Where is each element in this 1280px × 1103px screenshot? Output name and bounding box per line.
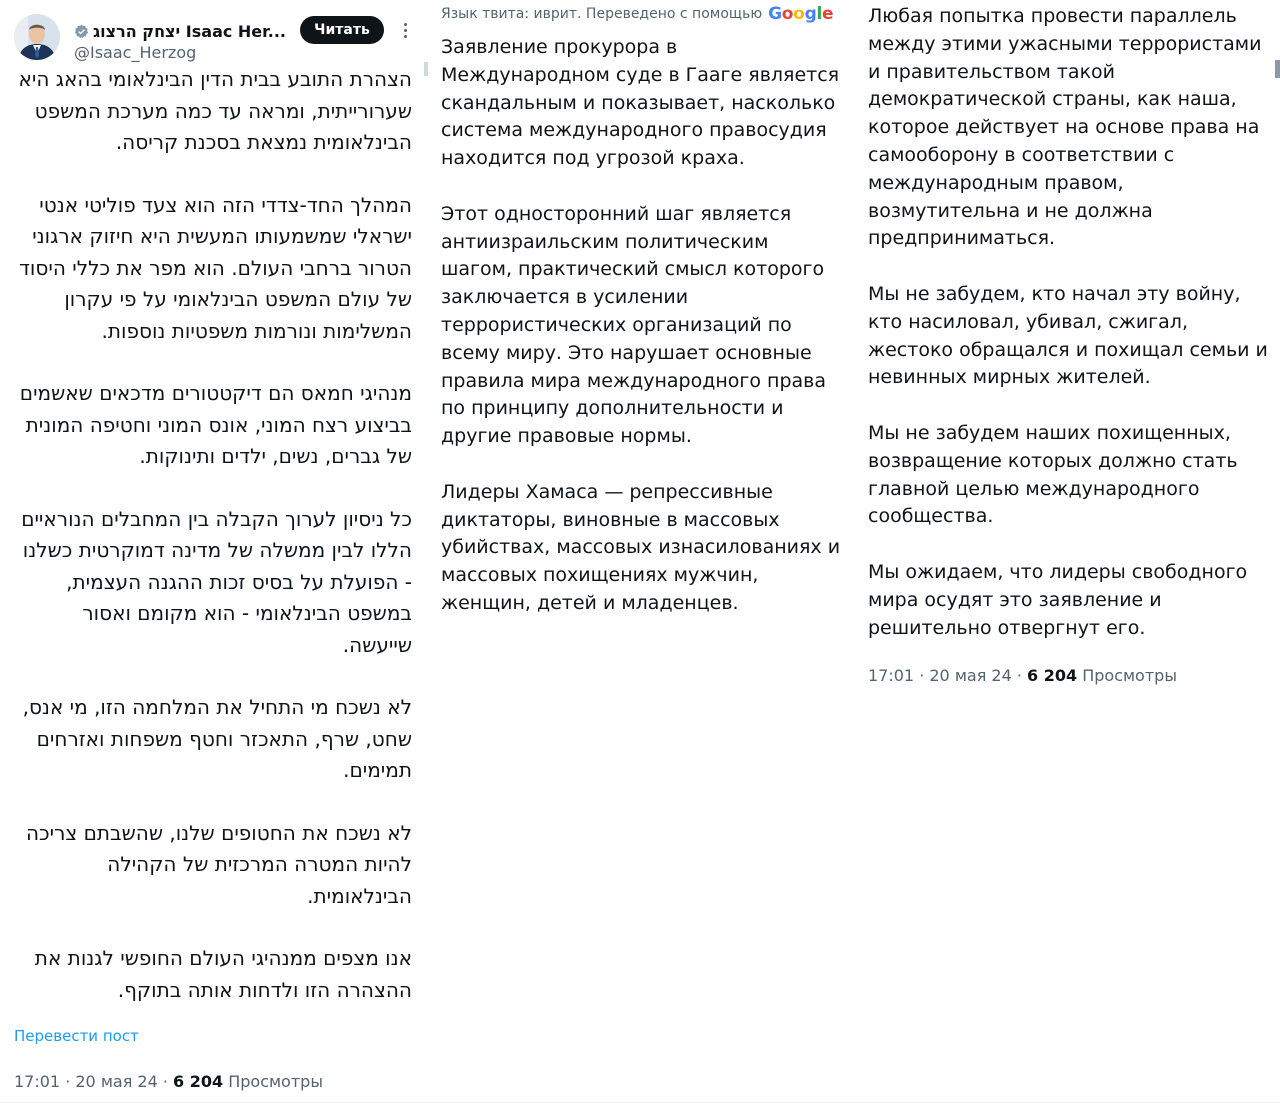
views-count: 6 204 [1027, 666, 1078, 685]
tweet-text-hebrew [14, 64, 412, 1037]
views-label: Просмотры [223, 1072, 323, 1091]
more-options-icon[interactable] [397, 20, 413, 40]
avatar[interactable] [14, 14, 60, 60]
scrollbar-thumb[interactable] [1275, 60, 1280, 78]
author-name-line [74, 22, 286, 41]
translation-column-1 [425, 0, 850, 1103]
translation-column-2 [850, 0, 1280, 1103]
tweet-paragraph: לא נשכח מי התחיל את המלחמה הזו, מי אנס, שחט, שרף, התאכזר וחטף משפחות ואזרחים תמימים. [22, 695, 412, 782]
author-name[interactable]: יצחק הרצוג Isaac Her... [93, 22, 286, 41]
translated-paragraph: Мы не забудем, кто начал эту войну, кто насиловал, убивал, сжигал, жестоко обращался и похищал семьи и невинных мирных жителей. [868, 282, 1268, 389]
tweet-meta [14, 1072, 323, 1091]
tweet-timestamp[interactable]: 17:01 · 20 мая 24 · [14, 1072, 174, 1091]
translation-note [441, 4, 833, 24]
tweet-paragraph: המהלך החד-צדדי הזה הוא צעד פוליטי אנטי ישראלי שמשמעותו המעשית היא חיזוק ארגוני הטרור ברחבי העולם. הוא מפר את כללי היסוד של עולם המשפט הבינלאומי על פי עקרון המשלימות ונורמות משפטיות נוספות. [19, 192, 412, 343]
translated-text-part-2 [868, 3, 1273, 670]
translated-paragraph: Этот односторонний шаг является антиизраильским политическим шагом, практический смысл которого заключается в усилении террористических организаций по всему миру. Это нарушает основные правила мира международного права по принципу дополнительности и другие правовые нормы. [441, 202, 826, 448]
views-label: Просмотры [1077, 666, 1177, 685]
translated-paragraph: Заявление прокурора в Международном суде в Гааге является скандальным и показывает, насколько система международного правосудия находится под угрозой краха. [441, 36, 840, 170]
translated-text-part-1 [441, 34, 841, 646]
tweet-paragraph: לא נשכח את החטופים שלנו, שהשבתם צריכה להיות המטרה המרכזית של הקהילה הבינלאומית. [25, 820, 412, 908]
google-logo: Google [768, 4, 834, 24]
translated-paragraph: Лидеры Хамаса — репрессивные диктаторы, виновные в массовых убийствах, массовых изнасилованиях и массовых похищениях мужчин, женщин, детей и младенцев. [441, 480, 841, 614]
tweet-header [14, 10, 414, 62]
tweet-paragraph: הצהרת התובע בבית הדין הבינלאומי בהאג היא שערורייתית, ומראה עד כמה מערכת המשפט הבינלאומית נמצאת בסכנת קריסה. [18, 67, 412, 154]
translated-paragraph: Любая попытка провести параллель между этими ужасными террористами и правительством такой демократической страны, как наша, которое действует на основе права на самооборону в соответствии с международным правом, возмутительна и не должна предприниматься. [868, 5, 1262, 250]
translated-paragraph: Мы не забудем наших похищенных, возвращение которых должно стать главной целью международного сообщества. [868, 421, 1238, 528]
tweet-timestamp[interactable]: 17:01 · 20 мая 24 · [868, 666, 1028, 685]
author-handle[interactable]: @Isaac_Herzog [74, 43, 197, 62]
translation-note-text: Язык твита: иврит. Переведено с помощью [441, 6, 763, 22]
tweet-paragraph: אנו מצפים ממנהיגי העולם החופשי לגנות את ההצהרה הזו ולדחות אותה בתוקף. [34, 946, 412, 1002]
original-tweet-column [0, 0, 425, 1103]
follow-button[interactable]: Читать [300, 16, 384, 44]
tweet-paragraph: מנהיגי חמאס הם דיקטטורים מדכאים שאשמים בביצוע רצח המוני, אונס המוני וחטיפה המונית של גברים, נשים, ילדים ותינוקות. [19, 381, 412, 468]
tweet-paragraph: כל ניסיון לערוך הקבלה בין המחבלים הנוראיים הללו לבין ממשלה של מדינה דמוקרטית כשלנו - הפועלת על בסיס זכות ההגנה העצמית, במשפט הבינלאומי - הוא מקומם ואסור שייעשה. [21, 506, 412, 657]
views-count: 6 204 [173, 1072, 224, 1091]
verified-badge-icon [74, 24, 89, 39]
translate-post-link[interactable]: Перевести пост [14, 1027, 139, 1045]
translated-paragraph: Мы ожидаем, что лидеры свободного мира осудят это заявление и решительно отвергнут его. [868, 560, 1248, 639]
translation-meta [868, 666, 1177, 685]
avatar-portrait-icon [14, 14, 60, 60]
